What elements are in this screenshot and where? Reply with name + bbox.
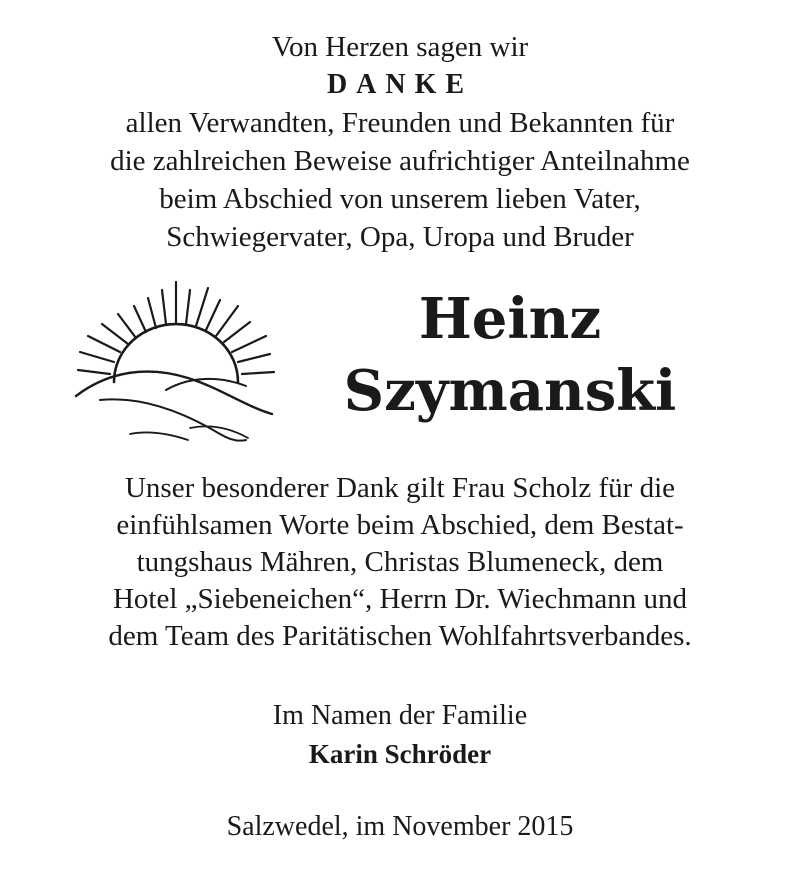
intro-line-5: beim Abschied von unserem lieben Vater, [159, 183, 641, 215]
first-name: Heinz [418, 286, 602, 352]
sunset-over-hills-icon [70, 278, 285, 448]
thanks-line-1: Unser besonderer Dank gilt Frau Scholz für die [124, 472, 676, 504]
thanks-line-2: einfühlsamen Worte beim Abschied, dem Bestat- [116, 509, 684, 541]
place-date: Salzwedel, im November 2015 [226, 811, 574, 842]
thanks-line-5: dem Team des Paritätischen Wohlfahrtsverbandes. [108, 620, 692, 652]
intro-line-6: Schwiegervater, Opa, Uropa und Bruder [166, 221, 634, 253]
intro-block [0, 28, 800, 256]
signer-name: Karin Schröder [308, 739, 492, 769]
intro-line-1: Von Herzen sagen wir [271, 31, 529, 63]
thanks-block [0, 470, 800, 655]
thanks-line-4: Hotel „Siebeneichen“, Herrn Dr. Wiechmann und [112, 583, 688, 615]
last-name: Szymanski [343, 358, 677, 424]
family-block [0, 697, 800, 773]
thanks-line-3: tungshaus Mähren, Christas Blumeneck, dem [136, 546, 664, 578]
on-behalf-label: Im Namen der Familie [272, 700, 528, 731]
intro-line-4: die zahlreichen Beweise aufrichtiger Anteilnahme [110, 145, 690, 177]
deceased-name [300, 283, 720, 427]
danke-heading: DANKE [326, 69, 474, 100]
intro-line-3: allen Verwandten, Freunden und Bekannten für [125, 107, 675, 139]
